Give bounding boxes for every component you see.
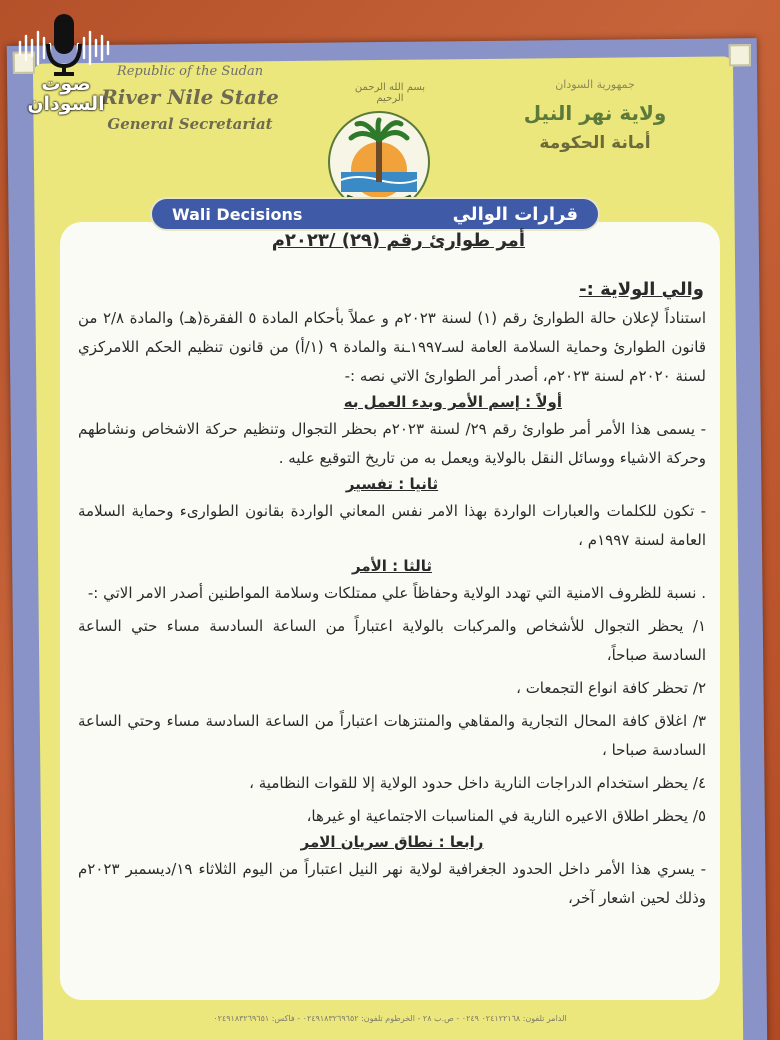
watermark-line-2: السودان	[27, 93, 105, 115]
banner-arabic: قرارات الوالي	[452, 204, 578, 225]
basmala: بسم الله الرحمن الرحيم	[354, 82, 426, 104]
state-en: River Nile State	[101, 85, 279, 109]
watermark-text	[18, 74, 114, 114]
state-ar: ولاية نهر النيل	[523, 101, 667, 125]
order-item: ٢/ تحظر كافة انواع التجمعات ،	[516, 679, 706, 697]
section-1-body: - يسمى هذا الأمر أمر طوارئ رقم ٢٩/ لسنة ٢٠٢٣م بحظر التجوال وتنظيم حركة الاشخاص ونشاطهم وحركة الاشياء ووسائل النقل بالولاية ويعمل به من تاريخ التوقيع عليه .	[78, 420, 706, 467]
preamble: استناداً لإعلان حالة الطوارئ رقم (١) لسنة ٢٠٢٣م و عملاً بأحكام المادة ٥ الفقرة(هـ) والمادة ٢/٨ من قانون الطوارئ وحماية السلامة العامة لسـ١٩٩٧ـنة والمادة ٩ (١/أ) من قانون تنظيم الحكم اللامركزي لسنة ٢٠٢٠م لسنة ٢٠٢٣م، أصدر أمر الطوارئ الاتي نصه :-	[78, 309, 707, 385]
addressee: والي الولاية :-	[579, 279, 704, 300]
section-4-heading: رابعا : نطاق سريان الامر	[300, 833, 484, 851]
corner-tab-right	[729, 44, 751, 66]
section-2-heading: ثانيا : تفسير	[345, 475, 439, 493]
order-item: ٥/ يحظر اطلاق الاعيره النارية في المناسبات الاجتماعية او غيرها،	[306, 807, 706, 825]
section-3-intro: . نسبة للظروف الامنية التي تهدد الولاية وحفاظاً علي ممتلكات وسلامة المواطنين أصدر الامر الاتي :-	[87, 584, 706, 602]
section-2-body: - تكون للكلمات والعبارات الواردة بهذا الامر نفس المعاني الواردة بقانون الطوارىء وحماية السلامة العامة لسنة ١٩٩٧م ،	[78, 502, 706, 549]
watermark-line-1: صوت	[41, 73, 91, 95]
secretariat-ar: أمانة الحكومة	[539, 133, 651, 153]
order-item: ٣/ اغلاق كافة المحال التجارية والمقاهي والمنتزهات اعتباراً من الساعة السادسة مساء وحتي الساعة السادسة صباحا ،	[78, 712, 706, 759]
secretariat-en: General Secretariat	[107, 115, 273, 133]
order-item: ١/ يحظر التجوال للأشخاص والمركبات بالولاية اعتباراً من الساعة السادسة مساء حتي الساعة السادسة صباحاً،	[78, 617, 706, 664]
section-3-heading: ثالثا : الأمر	[351, 557, 433, 575]
republic-ar: جمهورية السودان	[555, 78, 635, 91]
section-4-body: - يسري هذا الأمر داخل الحدود الجغرافية لولاية نهر النيل اعتباراً من اليوم الثلاثاء ١٩/ديسمبر ٢٠٢٣م وذلك لحين اشعار آخر،	[78, 860, 706, 907]
banner-english: Wali Decisions	[172, 205, 303, 224]
section-1-heading: أولاً : إسم الأمر وبدء العمل به	[343, 393, 562, 411]
letterhead-english	[90, 64, 290, 133]
order-title: أمر طوارئ رقم (٢٩) /٢٠٢٣م	[271, 230, 525, 251]
republic-en: Republic of the Sudan	[116, 64, 264, 79]
order-item: ٤/ يحظر استخدام الدراجات النارية داخل حدود الولاية إلا للقوات النظامية ،	[249, 774, 706, 792]
letterhead-footer: الدامر تلفون: ٠٢٤١٢٢١٦٨ ٠٢٤٩ - ص.ب ٢٨ - الخرطوم تلفون: ٠٢٤٩١٨٣٢٦٩٦٥٢ - فاكس: ٠٢٤٩١٨٣٢٦٩٦٥١	[213, 1014, 567, 1023]
letterhead-arabic	[480, 78, 710, 153]
decree-text	[74, 226, 710, 913]
